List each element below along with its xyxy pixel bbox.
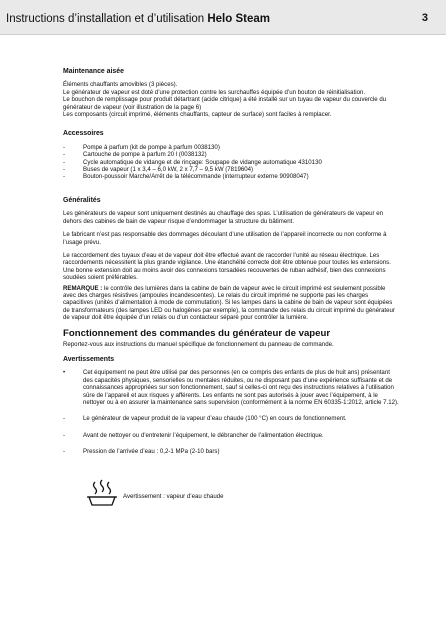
maintenance-section xyxy=(63,81,399,118)
accessory-item: - Buses de vapeur (1 x 3,4 – 6,0 kW, 2 x 7,7 – 9,5 kW (7819604) xyxy=(63,166,399,173)
dash-mark: - xyxy=(63,415,66,423)
hot-steam-warning xyxy=(63,478,399,518)
general-paragraph: Le raccordement des tuyaux d’eau et de vapeur doit être effectué avant de raccorder l’unité au réseau électrique. Les raccordements nécessitent la plus grande vigilance. Une étanchéité correcte doit être obtenue pour toutes les extensions. Une bonne extension doit au moins avoir des connexions torsadées recouvertes de ruban adhésif, bien des connexions soudées soient préférables. xyxy=(63,251,391,282)
warnings-heading: Avertissements xyxy=(63,355,115,363)
document-title-text: Instructions d’installation et d’utilisation xyxy=(6,13,208,25)
warning-text: Cet équipement ne peut être utilisé par des personnes (en ce compris des enfants de plus de huit ans) présentant des capacités physiques, sensorielles ou mentales réduites, ou ne disposant pas d’une expérience suffisante et de connaissances appropriées sur son fonctionnement, sauf si celles-ci ont reçu des instructions relatives à l’utilisation sûre de l’appareil et aux risques y afférents. Les enfants ne sont pas autorisés à jouer avec l’équipement, à le nettoyer ou à en assurer la maintenance sans supervision (conformément à la norme EN 60335-1:2012, article 7.12). xyxy=(83,369,399,406)
accessories-heading: Accessoires xyxy=(63,130,104,138)
accessory-item: - Bouton-poussoir Marche/Arrêt de la télécommande (interrupteur externe 90908047) xyxy=(63,173,399,180)
maintenance-line: Les composants (circuit imprimé, éléments chauffants, capteur de surface) sont faciles à remplacer. xyxy=(63,111,332,119)
warning-item xyxy=(63,448,399,455)
warning-item xyxy=(63,415,399,422)
warning-item xyxy=(63,369,399,406)
accessory-item: - Cycle automatique de vidange et de rinçage: Soupape de vidange automatique 4310130 xyxy=(63,159,399,166)
general-heading: Généralités xyxy=(63,196,101,204)
dash-mark: - xyxy=(63,448,66,456)
warning-text: Avant de nettoyer ou d’entretenir l’équipement, le débrancher de l’alimentation électrique. xyxy=(83,431,324,439)
accessories-list xyxy=(63,144,399,181)
hot-steam-warning-icon xyxy=(85,478,119,508)
general-paragraph: Les générateurs de vapeur sont uniquement destinés au chauffage des spas. L’utilisation de générateurs de vapeur en dehors des cabines de bain de vapeur risque d’endommager la structure du bâtiment. xyxy=(63,210,384,225)
functioning-heading: Fonctionnement des commandes du générateur de vapeur xyxy=(63,327,331,339)
remark-label: REMARQUE : xyxy=(63,284,103,292)
product-name: Helo Steam xyxy=(207,13,270,25)
warning-caption: Avertissement : vapeur d’eau chaude xyxy=(123,492,224,500)
accessory-item: - Pompe à parfum (kit de pompe à parfum 0038130) xyxy=(63,144,399,151)
maintenance-line: Éléments chauffants amovibles (3 pièces). xyxy=(63,81,178,89)
dash-mark: - xyxy=(63,431,66,439)
bullet-mark: • xyxy=(63,369,66,377)
page-content xyxy=(63,68,399,518)
page-header xyxy=(0,0,446,35)
maintenance-line: Le bouchon de remplissage pour produit détartrant (acide citrique) a été installé sur un tuyau de vapeur du couvercle du générateur de vapeur (voir illustration de la page 6) xyxy=(63,96,387,111)
general-paragraph: Le fabricant n’est pas responsable des dommages découlant d’une utilisation de l’appareil incorrecte ou non conforme à l’usage prévu. xyxy=(63,231,387,246)
remark-paragraph xyxy=(63,285,399,322)
maintenance-line: Le générateur de vapeur est doté d’une protection contre les surchauffes équipée d’un bouton de réinitialisation. xyxy=(63,88,366,96)
maintenance-heading: Maintenance aisée xyxy=(63,68,124,75)
warning-text: Le générateur de vapeur produit de la vapeur d’eau chaude (100 °C) en cours de fonctionnement. xyxy=(83,415,347,423)
page-number: 3 xyxy=(421,12,428,24)
accessory-item: - Cartouche de pompe à parfum 20 l (0038132) xyxy=(63,151,399,158)
warning-text: Pression de l’arrivée d’eau : 0,2-1 MPa (2-10 bars) xyxy=(83,448,220,456)
functioning-text: Reportez-vous aux instructions du manuel spécifique de fonctionnement du panneau de commande. xyxy=(63,340,334,348)
remark-text: le contrôle des lumières dans la cabine de bain de vapeur avec le circuit imprimé est seulement possible avec des charges résistives (ampoules incandescentes). Le relais du circuit imprimé ne supporte pas les charges capacitives (unités d’alimentation à mode de commutation). Si les lampes dans la cabine de bain de vapeur sont équipées de transformateurs (des lampes LED ou halogènes par exemple), la commande des relais du circuit imprimé du générateur de vapeur doit être équipée d’un relais ou d’un contacteur séparé pour contrôler la lumière. xyxy=(63,284,395,322)
warning-item xyxy=(63,432,399,439)
document-title xyxy=(6,13,270,25)
